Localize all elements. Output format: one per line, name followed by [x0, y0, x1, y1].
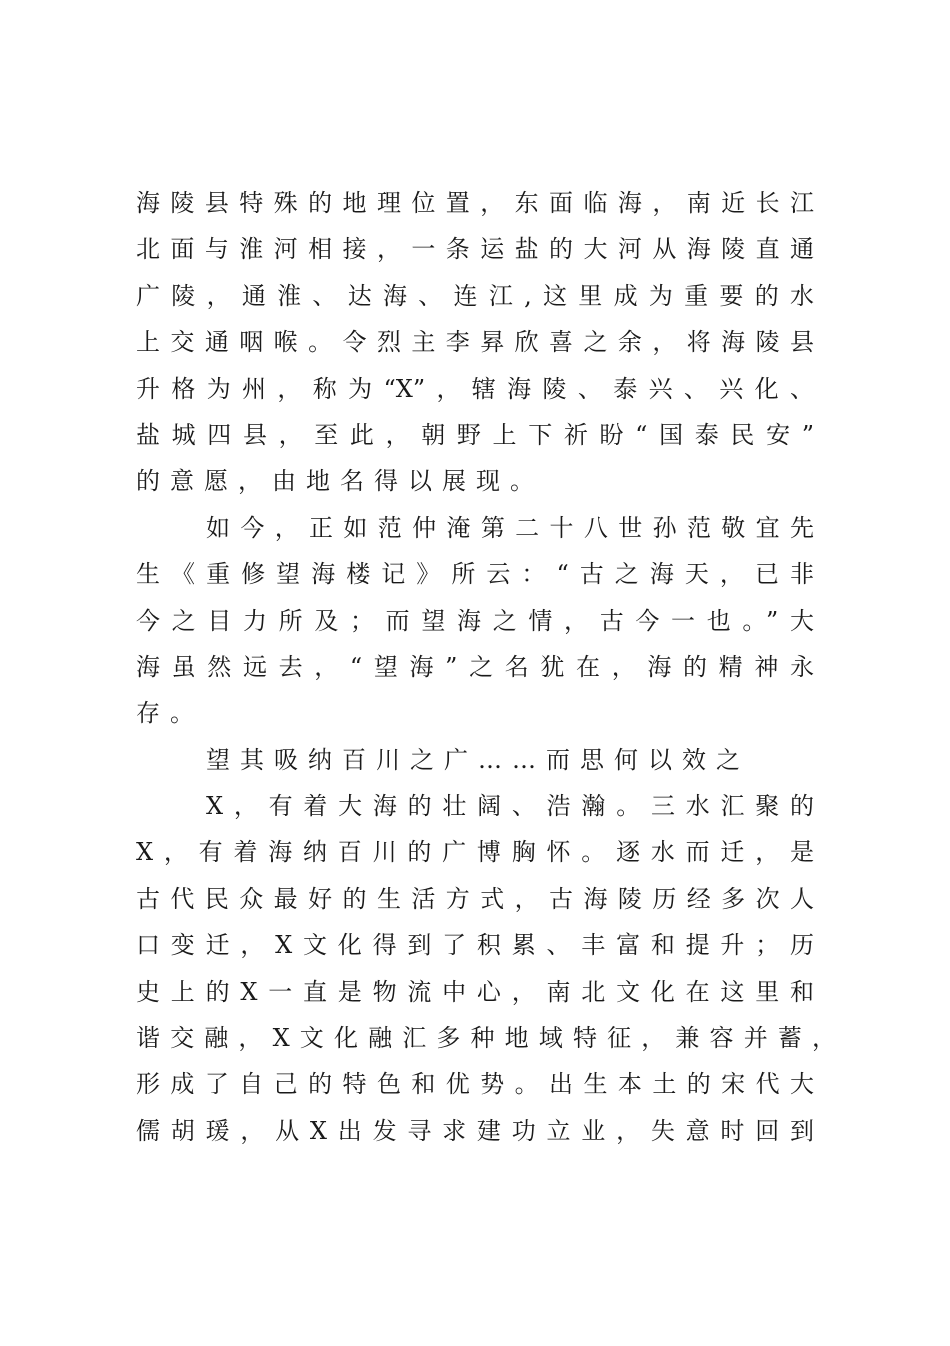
text-line: 生《重修望海楼记》所云：“古之海天，已非: [136, 560, 814, 589]
text-line: 口变迁，X文化得到了积累、丰富和提升；历: [136, 931, 814, 960]
text-line: 升格为州，称为“X”，辖海陵、泰兴、兴化、: [136, 374, 814, 403]
text-line: X，有着大海的壮阔、浩瀚。三水汇聚的: [206, 792, 814, 821]
text-line: 今之目力所及；而望海之情，古今一也。”大: [136, 606, 814, 635]
text-line: 如今，正如范仲淹第二十八世孙范敬宜先: [206, 513, 814, 542]
text-line: X，有着海纳百川的广博胸怀。逐水而迁，是: [136, 838, 814, 867]
body-text: [136, 180, 836, 1154]
text-line: 海陵县特殊的地理位置，东面临海，南近长江: [136, 189, 814, 217]
text-line: 北面与淮河相接，一条运盐的大河从海陵直通: [136, 235, 814, 264]
text-line: 古代民众最好的生活方式，古海陵历经多次人: [136, 884, 814, 913]
text-line: 海虽然远去，“望海”之名犹在，海的精神永: [136, 652, 814, 681]
text-line: 史上的X一直是物流中心，南北文化在这里和: [136, 977, 814, 1006]
text-line: 盐城四县，至此，朝野上下祈盼“国泰民安”: [136, 420, 814, 449]
section-heading: 望其吸纳百川之广……而思何以效之: [206, 745, 750, 774]
text-line: 广陵，通淮、达海、连江,这里成为重要的水: [136, 281, 814, 310]
text-line: 谐交融，X文化融汇多种地域特征，兼容并蓄，: [136, 1024, 836, 1053]
text-line: 形成了自己的特色和优势。出生本土的宋代大: [136, 1070, 814, 1099]
text-line: 上交通咽喉。令烈主李昪欣喜之余，将海陵县: [136, 328, 814, 357]
text-line: 儒胡瑗，从X出发寻求建功立业，失意时回到: [136, 1116, 814, 1145]
text-line: 的意愿，由地名得以展现。: [136, 467, 544, 496]
text-line: 存。: [136, 699, 204, 728]
